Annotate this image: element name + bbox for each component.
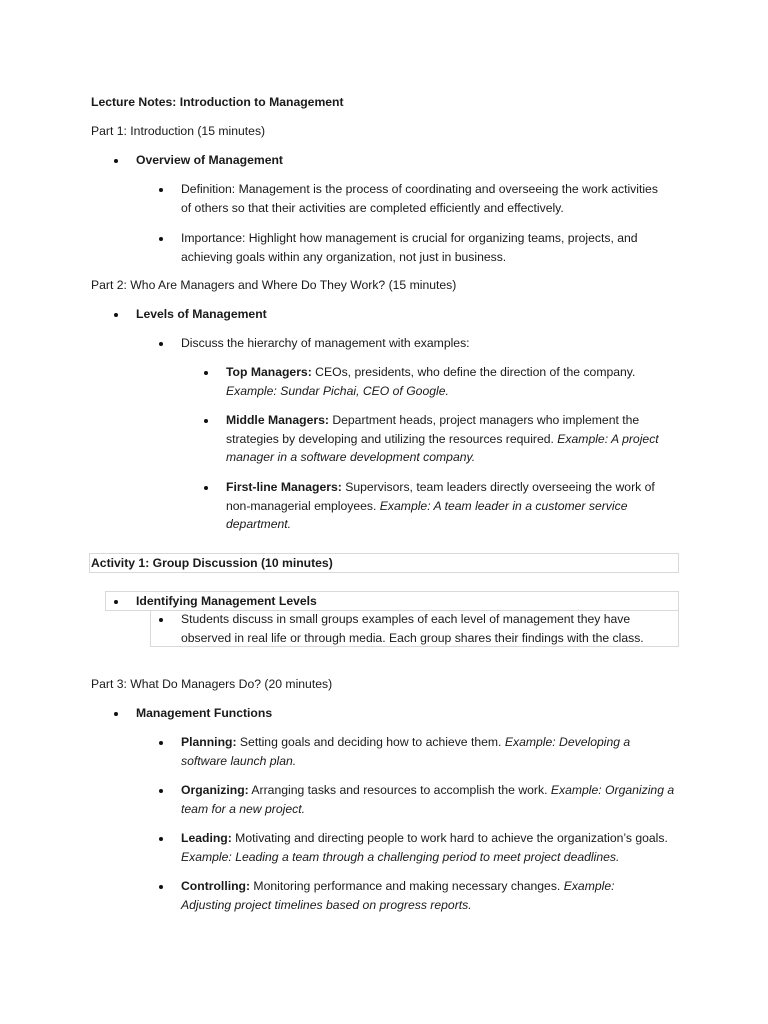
- overview-label: [136, 151, 676, 170]
- top-managers-text: CEOs, presidents, who define the direction of the company.: [311, 365, 636, 379]
- controlling-label: Controlling:: [181, 879, 251, 893]
- bullet-dot: [114, 712, 118, 716]
- document-title: [91, 93, 691, 112]
- controlling-item: [181, 877, 641, 914]
- controlling-example: Example: Adjusting project timelines based on progress reports.: [181, 879, 615, 912]
- middle-managers-label: Middle Managers:: [226, 413, 329, 427]
- first-line-managers-label: First-line Managers:: [226, 480, 342, 494]
- organizing-label: Organizing:: [181, 783, 249, 797]
- bullet-dot: [159, 342, 163, 346]
- middle-managers-text: Department heads, project managers who implement the strategies by developing and utilizing the resources required.: [226, 413, 640, 446]
- bullet-dot: [204, 419, 208, 423]
- leading-item: [181, 829, 681, 866]
- functions-label-text: Management Functions: [136, 706, 273, 720]
- levels-label-text: Levels of Management: [136, 307, 267, 321]
- first-line-managers-item: [226, 478, 676, 534]
- part1-heading: Part 1: Introduction (15 minutes): [91, 124, 266, 138]
- bullet-dot: [159, 237, 163, 241]
- discuss-text: Discuss the hierarchy of management with examples:: [181, 336, 470, 350]
- importance-text: Importance: Highlight how management is crucial for organizing teams, projects, and achieving goals within any organization, not just in business.: [181, 231, 638, 264]
- activity1-heading-text: Activity 1: Group Discussion (10 minutes): [91, 556, 333, 570]
- functions-label: [136, 704, 676, 723]
- first-line-managers-text: Supervisors, team leaders directly overseeing the work of non-managerial employees.: [226, 480, 655, 513]
- planning-item: [181, 733, 651, 770]
- bullet-dot: [159, 837, 163, 841]
- middle-managers-example: Example: A project manager in a software development company.: [226, 431, 659, 465]
- bullet-dot: [159, 741, 163, 745]
- planning-label: Planning:: [181, 735, 237, 749]
- title-text: Lecture Notes: Introduction to Management: [91, 95, 344, 109]
- activity1-item-text: Students discuss in small groups examples of each level of management they have observed in real life or through media. Each group shares their findings with the class.: [181, 612, 644, 645]
- activity1-item-label-text: Identifying Management Levels: [136, 594, 317, 608]
- bullet-dot: [159, 618, 163, 622]
- leading-text: Motivating and directing people to work hard to achieve the organization’s goals.: [231, 831, 668, 845]
- bullet-dot: [159, 188, 163, 192]
- leading-label: Leading:: [181, 831, 232, 845]
- first-line-managers-example: Example: A team leader in a customer service department.: [226, 498, 628, 532]
- bullet-dot: [204, 486, 208, 490]
- part2-heading: Part 2: Who Are Managers and Where Do They Work? (15 minutes): [91, 278, 457, 292]
- organizing-example: Example: Organizing a team for a new project.: [181, 783, 675, 816]
- bullet-dot: [114, 313, 118, 317]
- bullet-dot: [114, 159, 118, 163]
- organizing-item: [181, 781, 681, 818]
- overview-label-text: Overview of Management: [136, 153, 283, 167]
- top-managers-label: Top Managers:: [226, 365, 312, 379]
- leading-example: Example: Leading a team through a challenging period to meet project deadlines.: [181, 849, 620, 864]
- activity1-item-label: [136, 592, 676, 611]
- controlling-text: Monitoring performance and making necessary changes.: [250, 879, 564, 893]
- activity1-heading: [91, 554, 676, 573]
- levels-label: [136, 305, 676, 324]
- bullet-dot: [159, 885, 163, 889]
- organizing-text: Arranging tasks and resources to accomplish the work.: [248, 783, 551, 797]
- planning-text: Setting goals and deciding how to achieve them.: [236, 735, 505, 749]
- definition-text: Definition: Management is the process of coordinating and overseeing the work activities of others so that their activities are completed efficiently and effectively.: [181, 182, 658, 215]
- top-managers-example: Example: Sundar Pichai, CEO of Google.: [226, 383, 449, 398]
- bullet-dot: [114, 600, 118, 604]
- middle-managers-item: [226, 411, 681, 467]
- top-managers-item: [226, 363, 661, 400]
- bullet-dot: [204, 371, 208, 375]
- planning-example: Example: Developing a software launch plan.: [181, 735, 631, 768]
- part3-heading: Part 3: What Do Managers Do? (20 minutes): [91, 677, 333, 691]
- bullet-dot: [159, 789, 163, 793]
